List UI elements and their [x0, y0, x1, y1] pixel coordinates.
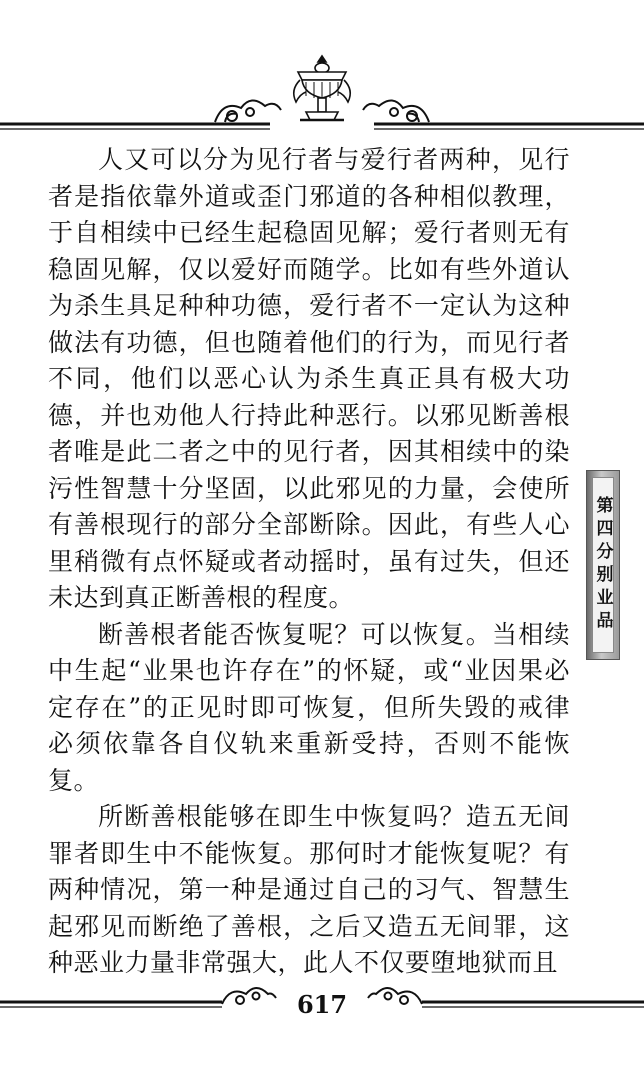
treasure-banner-icon: [294, 56, 351, 120]
chapter-side-tab: [586, 470, 620, 660]
paragraph-3: 所断善根能够在即生中恢复吗？造五无间罪者即生中不能恢复。那何时才能恢复呢？有两种情况，第一种是通过自己的习气、智慧生起邪见而断绝了善根，之后又造五无间罪，这种恶业力量非常强大，此人不仅要堕地狱而且: [48, 802, 570, 977]
paragraph-1: 人又可以分为见行者与爱行者两种，见行者是指依靠外道或歪门邪道的各种相似教理，于自相续中已经生起稳固见解；爱行者则无有稳固见解，仅以爱好而随学。比如有些外道认为杀生具足种种功德，爱行者不一定认为这种做法有功德，但也随着他们的行为，而见行者不同，他们以恶心认为杀生真正具有极大功德，并也劝他人行持此种恶行。以邪见断善根者唯是此二者之中的见行者，因其相续中的染污性智慧十分坚固，以此邪见的力量，会使所有善根现行的部分全部断除。因此，有些人心里稍微有点怀疑或者动摇时，虽有过失，但还未达到真正断善根的程度。: [48, 145, 570, 612]
chapter-tab-label: 第四分别业品: [592, 496, 613, 634]
page-header: [0, 0, 644, 140]
side-tab-inner: [592, 477, 614, 653]
paragraph-2: 断善根者能否恢复呢？可以恢复。当相续中生起“业果也许存在”的怀疑，或“业因果必定存在”的正见时即可恢复，但所失毁的戒律必须依靠各自仪轨来重新受持，否则不能恢复。: [48, 619, 570, 795]
body-text: [48, 142, 570, 982]
cloud-ornament-right-icon: [363, 100, 429, 122]
page-number: 617: [296, 990, 348, 1019]
cloud-ornament-left-icon: [215, 100, 281, 122]
header-ornament: [0, 0, 644, 140]
